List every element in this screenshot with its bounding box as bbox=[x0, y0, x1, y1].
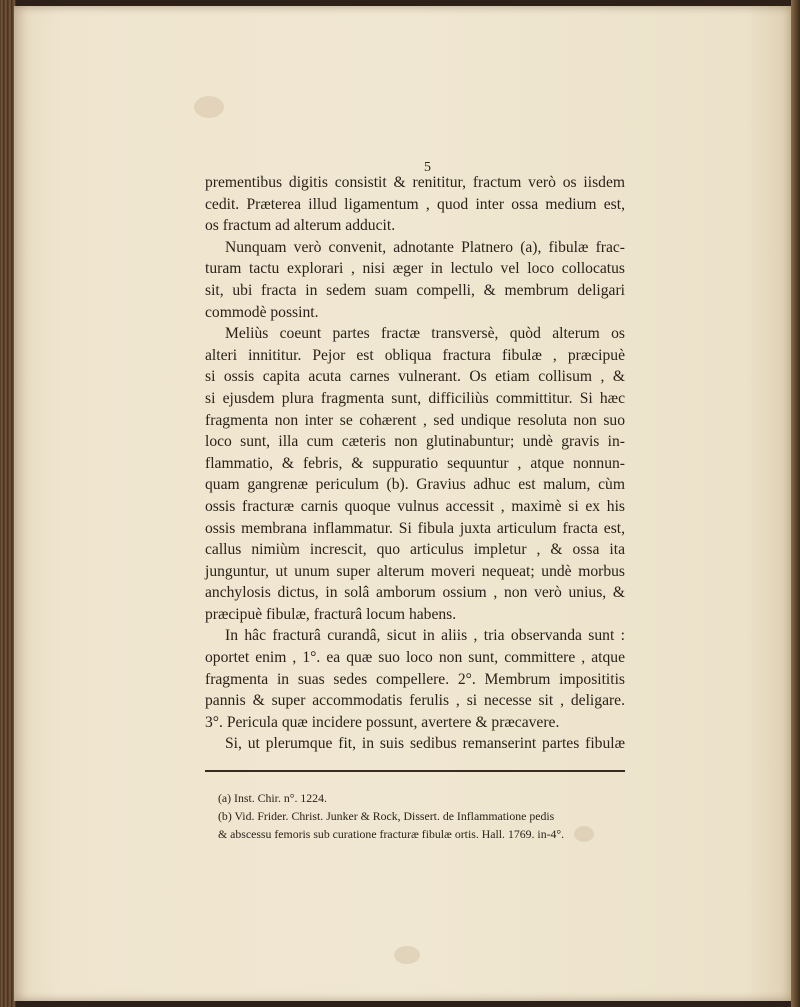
text-line: pannis & super accommodatis ferulis , si necesse sit , deligare. bbox=[205, 692, 625, 710]
page-number: 5 bbox=[424, 160, 431, 175]
text-line: anchylosis dictus, in solâ amborum ossium , non verò unius, & bbox=[205, 584, 625, 602]
text-line: fragmenta in suas sedes compellere. 2°. Membrum imposititis bbox=[205, 670, 625, 688]
text-line: prementibus digitis consistit & renititur, fractum verò os iisdem bbox=[205, 174, 625, 191]
text-line: cedit. Præterea illud ligamentum , quod inter ossa medium est, bbox=[205, 195, 625, 213]
text-line: fragmenta non inter se cohærent , sed undique resoluta non suo bbox=[205, 411, 625, 429]
text-line: Meliùs coeunt partes fractæ transversè, quòd alterum os bbox=[225, 325, 625, 343]
foxing-spot bbox=[394, 946, 420, 964]
text-line: junguntur, ut unum super alterum moveri nequeat; undè morbus bbox=[205, 562, 625, 580]
footnote-rule bbox=[205, 770, 625, 772]
text-line: si ossis capita acuta carnes vulnerant. Os etiam collisum , & bbox=[205, 368, 625, 386]
text-line: turam tactu explorari , nisi æger in lectulo vel loco collocatus bbox=[205, 260, 625, 278]
footnotes bbox=[218, 789, 628, 843]
text-line: os fractum ad alterum adducit. bbox=[205, 217, 396, 235]
text-line: sit, ubi fracta in sedem suam compelli, & membrum deligari bbox=[205, 281, 625, 299]
foxing-spot bbox=[194, 96, 224, 118]
text-line: ossis membrana inflammatur. Si fibula juxta articulum fracta est, bbox=[205, 519, 625, 537]
footnote-b-continued: & abscessu femoris sub curatione fracturæ fibulæ ortis. Hall. 1769. in-4°. bbox=[218, 827, 565, 841]
footnote-b: (b) Vid. Frider. Christ. Junker & Rock, Dissert. de Inflammatione pedis bbox=[218, 809, 555, 823]
text-line: commodè possint. bbox=[205, 303, 319, 321]
text-line: In hâc fracturâ curandâ, sicut in aliis , tria observanda sunt : bbox=[225, 627, 625, 645]
text-line: oportet enim , 1°. ea quæ suo loco non sunt, committere , atque bbox=[205, 649, 625, 667]
text-line: quam gangrenæ periculum (b). Gravius adhuc est malum, cùm bbox=[205, 476, 625, 494]
text-line: ossis fracturæ carnis quoque vulnus accessit , maximè si ex his bbox=[205, 497, 625, 515]
page-right-edge bbox=[791, 0, 800, 1007]
text-line: 3°. Pericula quæ incidere possunt, avertere & præcavere. bbox=[205, 713, 560, 731]
text-line: si ejusdem plura fragmenta sunt, difficiliùs committitur. Si hæc bbox=[205, 389, 625, 407]
text-line: Nunquam verò convenit, adnotante Platnero (a), fibulæ frac- bbox=[225, 238, 625, 256]
text-line: callus nimiùm increscit, quo articulus impletur , & ossa ita bbox=[205, 541, 625, 559]
body-text bbox=[205, 172, 625, 755]
footnote-a: (a) Inst. Chir. n°. 1224. bbox=[218, 791, 327, 805]
text-line: alteri innititur. Pejor est obliqua fractura fibulæ , præcipuè bbox=[205, 346, 625, 364]
text-line: flammatio, & febris, & suppuratio sequuntur , atque nonnun- bbox=[205, 454, 625, 472]
text-line: præcipuè fibulæ, fracturâ locum habens. bbox=[205, 605, 457, 623]
text-line: Si, ut plerumque fit, in suis sedibus remanserint partes fibulæ bbox=[225, 735, 625, 753]
text-line: loco sunt, illa cum cæteris non glutinabuntur; undè gravis in- bbox=[205, 433, 625, 451]
